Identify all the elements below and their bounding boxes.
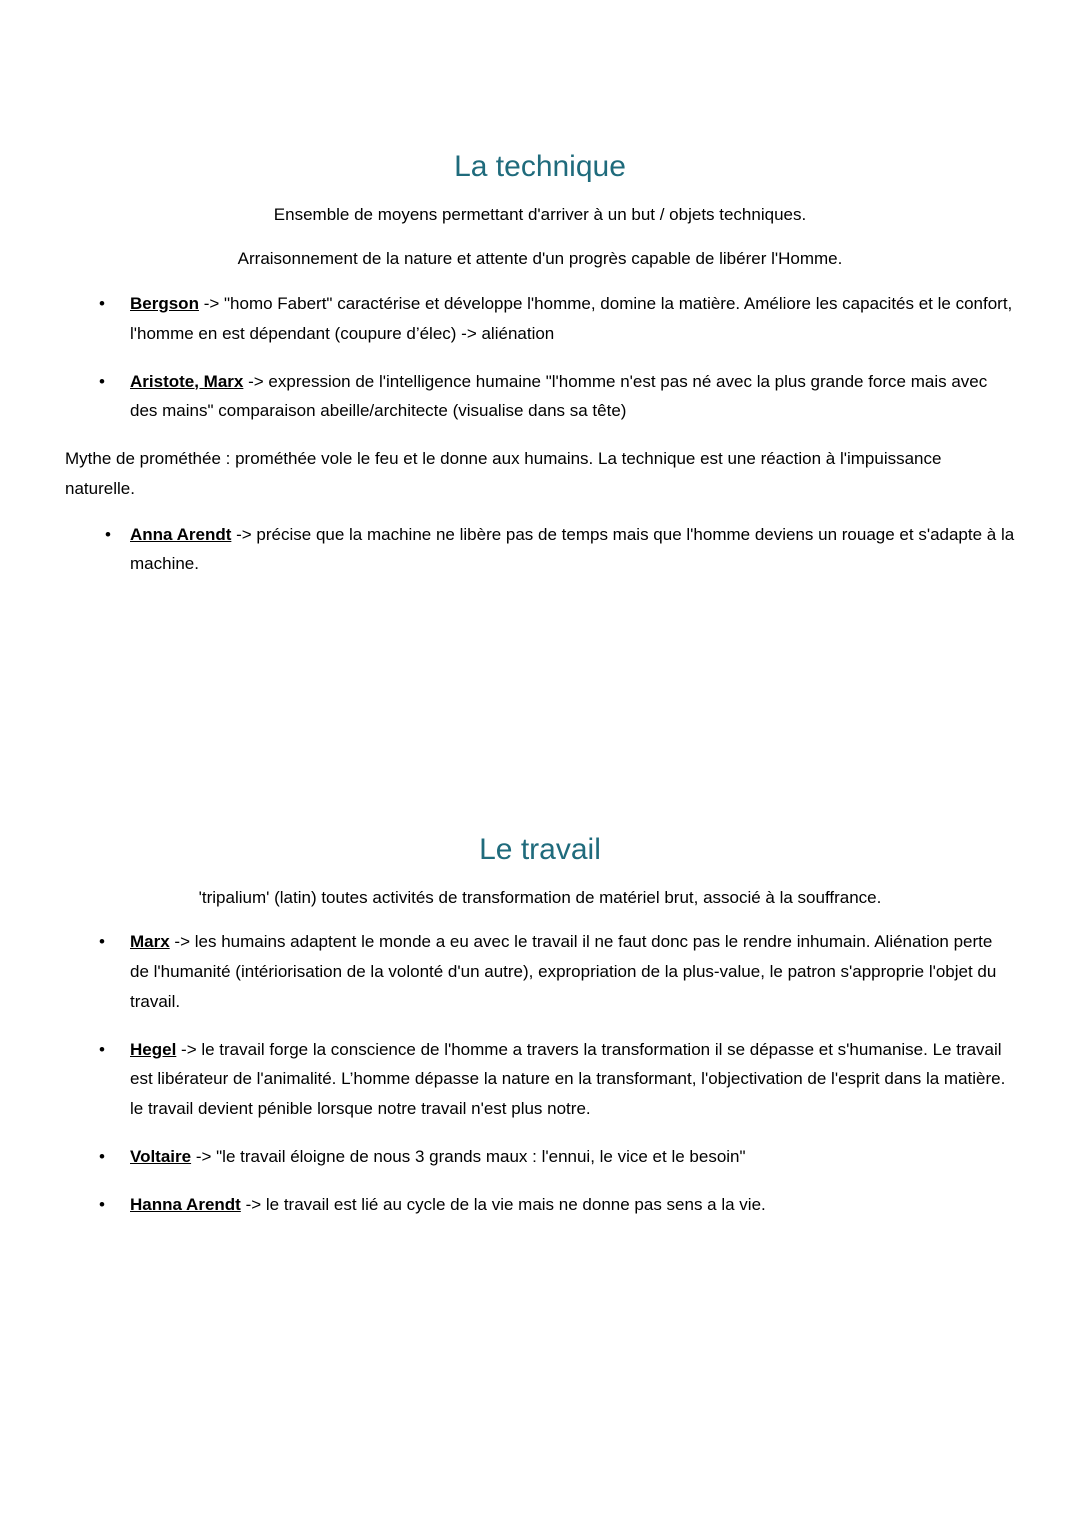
intro-paragraph-1: Ensemble de moyens permettant d'arriver à un but / objets techniques.	[273, 204, 807, 224]
bullet-list-technique	[65, 289, 1015, 426]
bullet-list-travail	[65, 927, 1015, 1219]
author-name: Aristote, Marx	[130, 371, 244, 391]
bullet-item-bergson	[65, 289, 1015, 349]
bullet-text: -> le travail forge la conscience de l'homme a travers la transformation il se dépasse et s'humanise. Le travail est libérateur de l'animalité. L’homme dépasse la nature en la transformant, l'objectivation de l'esprit dans la matière. le travail devient pénible lorsque notre travail n'est plus notre.	[130, 1039, 1006, 1118]
section-la-technique	[65, 148, 1015, 579]
bullet-list-technique-2	[65, 520, 1015, 580]
author-name: Anna Arendt	[130, 524, 232, 544]
bullet-item-marx	[65, 927, 1015, 1016]
section-title-le-travail: Le travail	[479, 833, 601, 866]
author-name: Hanna Arendt	[130, 1194, 241, 1214]
bullet-text: -> le travail est lié au cycle de la vie mais ne donne pas sens a la vie.	[245, 1194, 766, 1214]
author-name: Hegel	[130, 1039, 177, 1059]
bullet-item-anna-arendt	[65, 520, 1015, 580]
bullet-text: -> "homo Fabert" caractérise et développe l'homme, domine la matière. Améliore les capacités et le confort, l'homme en est dépendant (coupure d’élec) -> aliénation	[130, 294, 1013, 343]
section-le-travail	[65, 831, 1015, 1219]
bullet-item-hanna-arendt	[65, 1190, 1015, 1220]
section-title-la-technique: La technique	[454, 150, 626, 183]
bullet-item-voltaire	[65, 1142, 1015, 1172]
bullet-text: -> précise que la machine ne libère pas de temps mais que l'homme deviens un rouage et s'adapte à la machine.	[130, 524, 1015, 574]
bullet-item-aristote-marx	[65, 367, 1015, 427]
intro-paragraph-tripalium: 'tripalium' (latin) toutes activités de transformation de matériel brut, associé à la souffrance.	[198, 887, 882, 907]
author-name: Bergson	[130, 294, 199, 313]
bullet-text: -> les humains adaptent le monde a eu avec le travail il ne faut donc pas le rendre inhumain. Aliénation perte de l'humanité (intériorisation de la volonté d'un autre), expropriation de la plus-value, le patron s'approprie l'objet du travail.	[130, 932, 997, 1011]
author-name: Marx	[130, 932, 170, 952]
body-paragraph-promethee: Mythe de prométhée : prométhée vole le feu et le donne aux humains. La technique est une réaction à l'impuissance naturelle.	[65, 449, 942, 498]
bullet-text: -> "le travail éloigne de nous 3 grands maux : l'ennui, le vice et le besoin"	[195, 1146, 746, 1166]
author-name: Voltaire	[130, 1146, 192, 1166]
intro-paragraph-2: Arraisonnement de la nature et attente d'un progrès capable de libérer l'Homme.	[237, 249, 843, 269]
bullet-text: -> expression de l'intelligence humaine "l'homme n'est pas né avec la plus grande force mais avec des mains" comparaison abeille/architecte (visualise dans sa tête)	[130, 371, 988, 421]
bullet-item-hegel	[65, 1035, 1015, 1124]
